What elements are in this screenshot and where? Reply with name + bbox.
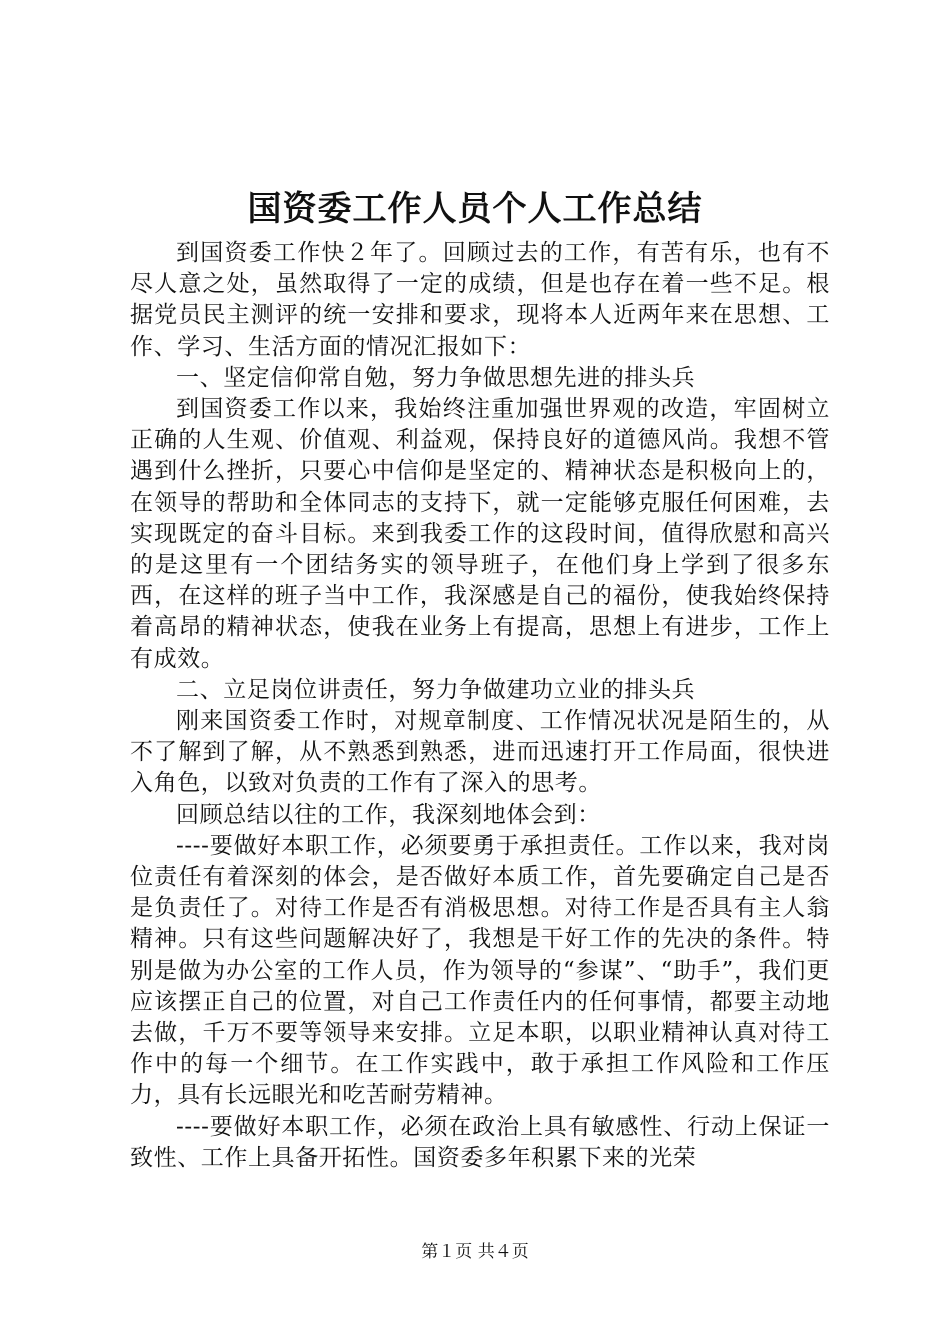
- section-heading-1: 一、坚定信仰常自勉，努力争做思想先进的排头兵: [176, 364, 696, 391]
- document-body: [130, 238, 830, 1174]
- section-heading-2: 二、立足岗位讲责任，努力争做建功立业的排头兵: [176, 676, 696, 703]
- paragraph-intro: 到国资委工作快２年了。回顾过去的工作，有苦有乐，也有不尽人意之处，虽然取得了一定的成绩，但是也存在着一些不足。根据党员民主测评的统一安排和要求，现将本人近两年来在思想、工作、学习、生活方面的情况汇报如下：: [130, 240, 830, 360]
- paragraph-section-1: 到国资委工作以来，我始终注重加强世界观的改造，牢固树立正确的人生观、价值观、利益观，保持良好的道德风尚。我想不管遇到什么挫折，只要心中信仰是坚定的、精神状态是积极向上的，在领导的帮助和全体同志的支持下，就一定能够克服任何困难，去实现既定的奋斗目标。来到我委工作的这段时间，值得欣慰和高兴的是这里有一个团结务实的领导班子，在他们身上学到了很多东西，在这样的班子当中工作，我深感是自己的福份，使我始终保持着高昂的精神状态，使我在业务上有提高，思想上有进步，工作上有成效。: [130, 396, 830, 672]
- document-title: 国资委工作人员个人工作总结: [247, 189, 703, 229]
- paragraph-section-2: 刚来国资委工作时，对规章制度、工作情况状况是陌生的，从不了解到了解，从不熟悉到熟悉，进而迅速打开工作局面，很快进入角色，以致对负责的工作有了深入的思考。: [130, 708, 830, 797]
- paragraph-point-1: ----要做好本职工作，必须要勇于承担责任。工作以来，我对岗位责任有着深刻的体会，是否做好本质工作，首先要确定自己是否是负责任了。对待工作是否有消极思想。对待工作是否具有主人翁精神。只有这些问题解决好了，我想是干好工作的先决的条件。特别是做为办公室的工作人员，作为领导的“参谋”、“助手”，我们更应该摆正自己的位置，对自己工作责任内的任何事情，都要主动地去做，千万不要等领导来安排。立足本职，以职业精神认真对待工作中的每一个细节。在工作实践中，敢于承担工作风险和工作压力，具有长远眼光和吃苦耐劳精神。: [130, 832, 830, 1109]
- paragraph-point-2: ----要做好本职工作，必须在政治上具有敏感性、行动上保证一致性、工作上具备开拓性。国资委多年积累下来的光荣: [130, 1113, 830, 1171]
- paragraph-review-lead: 回顾总结以往的工作，我深刻地体会到：: [176, 801, 601, 828]
- page-footer: 第１页 共４页: [421, 1242, 529, 1262]
